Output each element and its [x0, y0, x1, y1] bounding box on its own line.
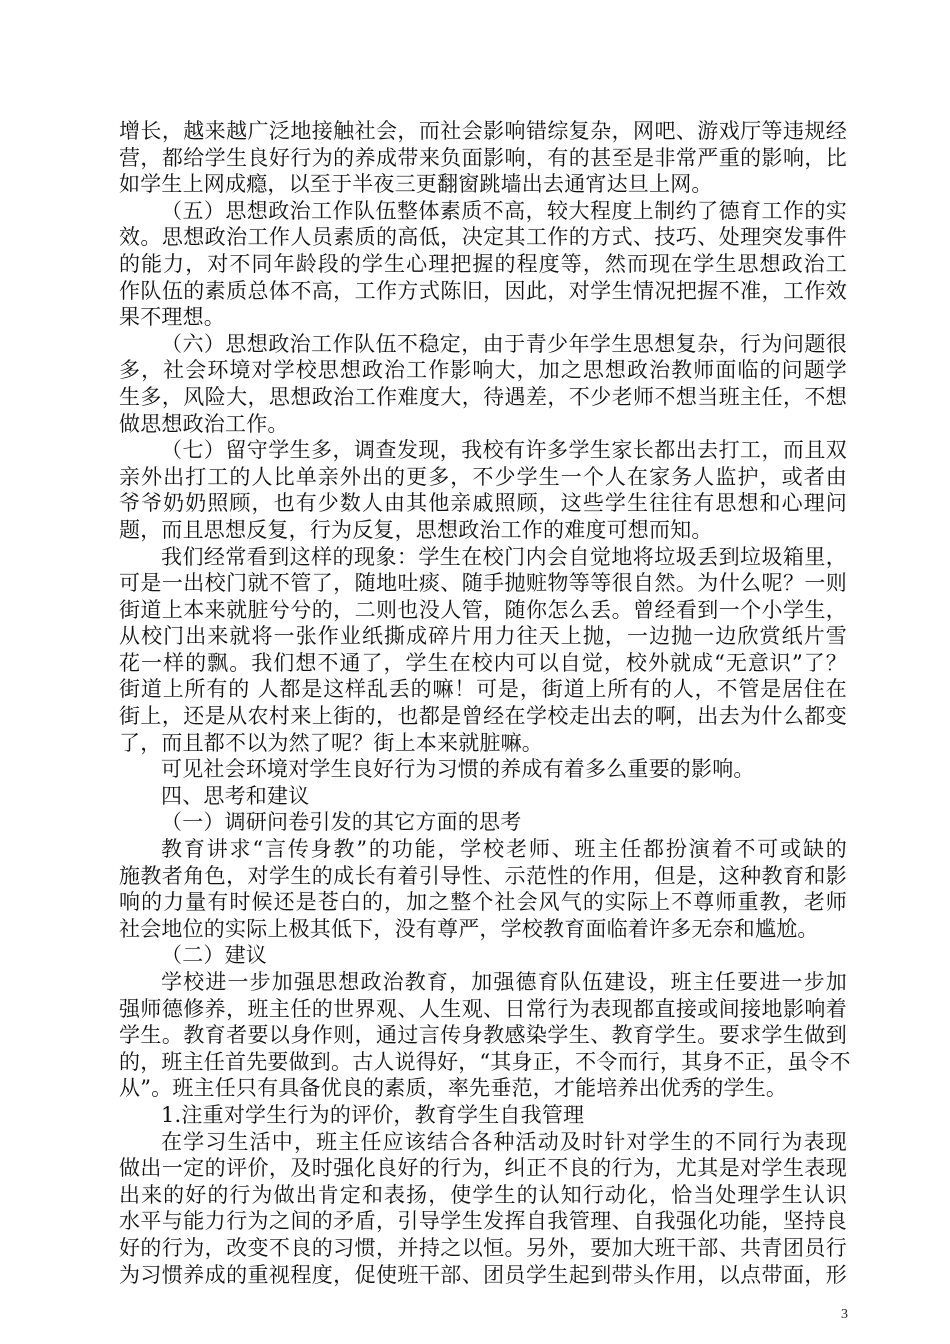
text-line: 为习惯养成的重视程度，促使班干部、团员学生起到带头作用，以点带面，形 — [119, 1262, 847, 1287]
text-line: （一）调研问卷引发的其它方面的思考 — [161, 810, 522, 835]
text-line: 街上，还是从农村来上街的，也都是曾经在学校走出去的啊，出去为什么都变 — [119, 704, 847, 729]
text-line: 花一样的飘。我们想不通了，学生在校内可以自觉，校外就成“无意识”了？ — [119, 650, 847, 675]
text-line: 果不理想。 — [119, 305, 225, 330]
text-line: 题，而且思想反复，行为反复，思想政治工作的难度可想而知。 — [119, 517, 713, 542]
text-line: 社会地位的实际上极其低下，没有尊严，学校教育面临着许多无奈和尴尬。 — [119, 916, 819, 941]
text-line: （七）留守学生多，调查发现，我校有许多学生家长都出去打工，而且双 — [161, 438, 847, 463]
text-line: 好的行为，改变不良的习惯，并持之以恒。另外，要加大班干部、共青团员行 — [119, 1235, 847, 1260]
text-line: 响的力量有时候还是苍白的，加之整个社会风气的实际上不尊师重教，老师 — [119, 890, 847, 915]
text-line: 在学习生活中，班主任应该结合各种活动及时针对学生的不同行为表现 — [161, 1129, 847, 1154]
page-number: 3 — [841, 1307, 848, 1322]
text-line: 的，班主任首先要做到。古人说得好，“其身正，不令而行，其身不正，虽令不 — [119, 1049, 851, 1074]
text-line: （六）思想政治工作队伍不稳定，由于青少年学生思想复杂，行为问题很 — [161, 331, 847, 356]
text-line: 四、思考和建议 — [161, 783, 310, 808]
text-line: 从校门出来就将一张作业纸撕成碎片用力往天上抛，一边抛一边欣赏纸片雪 — [119, 624, 847, 649]
text-line: 水平与能力行为之间的矛盾，引导学生发挥自我管理、自我强化功能，坚持良 — [119, 1209, 847, 1234]
text-line: 街道上本来就脏兮兮的，二则也没人管，随你怎么丢。曾经看到一个小学生， — [119, 597, 847, 622]
text-line: 增长，越来越广泛地接触社会，而社会影响错综复杂，网吧、游戏厅等违规经 — [119, 119, 847, 143]
text-line: 学生。教育者要以身作则，通过言传身教感染学生、教育学生。要求学生做到 — [119, 1023, 847, 1048]
text-line: 做出一定的评价，及时强化良好的行为，纠正不良的行为，尤其是对学生表现 — [119, 1156, 847, 1181]
text-line: （五）思想政治工作队伍整体素质不高，较大程度上制约了德育工作的实 — [161, 198, 847, 223]
text-line: 作队伍的素质总体不高，工作方式陈旧，因此，对学生情况把握不准，工作效 — [119, 278, 847, 303]
text-line: 强师德修养，班主任的世界观、人生观、日常行为表现都直接或间接地影响着 — [119, 996, 847, 1021]
text-line: 如学生上网成瘾，以至于半夜三更翻窗跳墙出去通宵达旦上网。 — [119, 172, 713, 197]
text-line: 亲外出打工的人比单亲外出的更多，不少学生一个人在家务人监护，或者由 — [119, 464, 847, 489]
text-line: 多，社会环境对学校思想政治工作影响大，加之思想政治教师面临的问题学 — [119, 358, 847, 383]
text-line: （二）建议 — [161, 943, 267, 968]
text-line: 学校进一步加强思想政治教育，加强德育队伍建设，班主任要进一步加 — [161, 970, 847, 994]
text-line: 从”。班主任只有具备优良的素质，率先垂范，才能培养出优秀的学生。 — [119, 1076, 788, 1101]
text-line: 1.注重对学生行为的评价，教育学生自我管理 — [161, 1102, 585, 1127]
text-line: 出来的好的行为做出肯定和表扬，使学生的认知行动化，恰当处理学生认识 — [119, 1182, 847, 1207]
text-line: 爷爷奶奶照顾，也有少数人由其他亲戚照顾，这些学生往往有思想和心理问 — [119, 491, 847, 516]
text-line: 了，而且都不以为然了呢？街上本来就脏嘛。 — [119, 730, 543, 755]
text-line: 生多，风险大，思想政治工作难度大，待遇差，不少老师不想当班主任，不想 — [119, 384, 847, 409]
body-text — [119, 118, 851, 1288]
text-line: 的能力，对不同年龄段的学生心理把握的程度等，然而现在学生思想政治工 — [119, 251, 847, 276]
text-line: 街道上所有的 人都是这样乱丢的嘛！可是，街道上所有的人，不管是居住在 — [119, 677, 847, 702]
text-line: 效。思想政治工作人员素质的高低，决定其工作的方式、技巧、处理突发事件 — [119, 225, 847, 250]
text-line: 做思想政治工作。 — [119, 411, 289, 436]
text-line: 可是一出校门就不管了，随地吐痰、随手抛赃物等等很自然。为什么呢？一则 — [119, 571, 847, 596]
text-line: 教育讲求“言传身教”的功能，学校老师、班主任都扮演着不可或缺的 — [161, 837, 847, 862]
text-line: 我们经常看到这样的现象：学生在校门内会自觉地将垃圾丢到垃圾箱里， — [161, 544, 847, 569]
text-line: 营，都给学生良好行为的养成带来负面影响，有的甚至是非常严重的影响，比 — [119, 145, 847, 170]
text-line: 施教者角色，对学生的成长有着引导性、示范性的作用，但是，这种教育和影 — [119, 863, 847, 888]
text-line: 可见社会环境对学生良好行为习惯的养成有着多么重要的影响。 — [161, 757, 755, 782]
